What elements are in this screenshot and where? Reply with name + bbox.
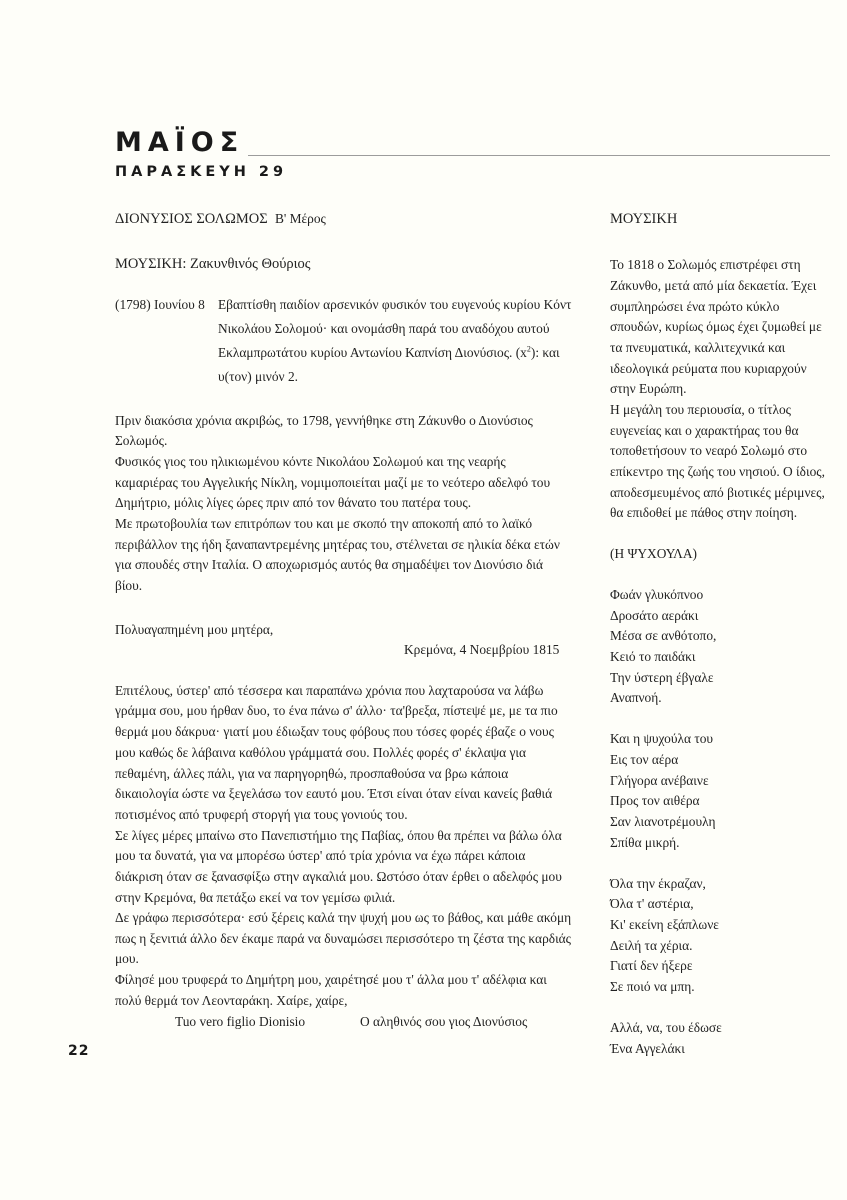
right-paragraph-line: στην Ευρώπη. (610, 381, 687, 396)
right-paragraph-line: ευγενείας και ο χαρακτήρας του θα (610, 423, 799, 438)
article-title-part: Β' Μέρος (274, 211, 326, 226)
poem-line: Σπίθα μικρή. (610, 835, 680, 850)
signature-greek: Ο αληθινός σου γιος Διονύσιος (360, 1014, 528, 1029)
right-paragraph-line: τοποθετήσουν το νεαρό Σολωμό στο (610, 443, 808, 458)
letter-line: δικαιολογία ώστε να ξεγελάσω τον εαυτό μου. Έτσι είναι όταν είναι κανείς βαθιά (115, 786, 553, 801)
record-date: (1798) Ιουνίου 8 (115, 297, 205, 312)
poem-line: Την ύστερη έβγαλε (610, 670, 714, 685)
article-subtitle: ΜΟΥΣΙΚΗ: Ζακυνθινός Θούριος (115, 256, 311, 272)
letter-line: πως η ξενιτιά άλλο δεν έκαμε παρά να δυναμώσει περισσότερο τη ζέστα της καρδιάς (115, 931, 571, 946)
day-heading: ΠΑΡΑΣΚΕΥΗ 29 (115, 164, 288, 180)
right-paragraph-line: αποδεσμευμένος από βιοτικές μέριμνες, (610, 485, 825, 500)
poem-line: Προς τον αιθέρα (610, 793, 700, 808)
right-paragraph-line: Η μεγάλη του περιουσία, ο τίτλος (610, 402, 791, 417)
record-line (218, 345, 560, 361)
article-title (115, 211, 326, 227)
letter-line: στην Κρεμόνα, θα πετάξω εκεί να τον γεμίσω φιλιά. (115, 890, 396, 905)
letter-line: μου καθώς δε λάβαινα καθόλου γράμματά σου. Πολλές φορές σ' έκλαψα για (115, 745, 527, 760)
letter-line: μου. (115, 951, 139, 966)
poem-line: Σε ποιό να μπη. (610, 979, 695, 994)
paragraph-line: καμαριέρας του Αγγελικής Νίκλη, νομιμοποιείται μαζί με το νεότερο αδελφό του (115, 475, 551, 490)
paragraph-line: Δημήτριο, μόλις λίγες ώρες πριν από τον θάνατο του πατέρα τους. (115, 495, 472, 510)
header-rule (248, 155, 830, 156)
month-heading: ΜΑΪΟΣ (115, 127, 245, 158)
right-heading: ΜΟΥΣΙΚΗ (610, 211, 678, 227)
poem-line: Κι' εκείνη εξάπλωνε (610, 917, 719, 932)
article-title-main: ΔΙΟΝΥΣΙΟΣ ΣΟΛΩΜΟΣ (115, 211, 268, 227)
record-line-text: Εκλαμπρωτάτου κυρίου Αντωνίου Καπνίση Διονύσιος. (x (218, 345, 527, 360)
record-line: υ(τον) μινόν 2. (218, 369, 299, 384)
letter-line: Σε λίγες μέρες μπαίνω στο Πανεπιστήμιο της Παβίας, όπου θα πρέπει να βάλω όλα (115, 828, 562, 843)
right-paragraph-line: συμπληρώσει ένα πρώτο κύκλο (610, 299, 780, 314)
right-paragraph-line: σπουδών, κυρίως όμως έχει ζυμωθεί με (610, 319, 822, 334)
letter-line: διάκριση όταν σε ξανασφίξω στην αγκαλιά μου. Ωστόσο όταν έρθει ο αδελφός μου (115, 869, 562, 884)
poem-line: Εις τον αέρα (610, 752, 679, 767)
letter-line: Φίλησέ μου τρυφερά το Δημήτρη μου, χαιρέτησέ μου τ' άλλα μου τ' αδέλφια και (115, 972, 547, 987)
poem-line: Ένα Αγγελάκι (610, 1041, 685, 1056)
letter-line: ποτισμένος από τρυφερή στοργή για τους γονιούς του. (115, 807, 408, 822)
poem-line: Κειό το παιδάκι (610, 649, 696, 664)
record-line: Εβαπτίσθη παιδίον αρσενικόν φυσικόν του ευγενούς κυρίου Κόντ (218, 297, 572, 312)
letter-line: μου τα δυνατά, για να μπορέσω ύστερ' από τρία χρόνια να έχω πάρει κάποια (115, 848, 526, 863)
letter-line: πεθαμένη, άλλες πάλι, για να παρηγορηθώ, προσπαθούσα να βρω κάποια (115, 766, 509, 781)
poem-line: Δροσάτο αεράκι (610, 608, 699, 623)
poem-line: Αναπνοή. (610, 690, 662, 705)
letter-line: πολύ θερμά τον Λεονταράκη. Χαίρε, χαίρε, (115, 993, 348, 1008)
poem-line: Σαν λιανοτρέμουλη (610, 814, 716, 829)
right-paragraph-line: Το 1818 ο Σολωμός επιστρέφει στη (610, 257, 801, 272)
right-paragraph-line: επίκεντρο της ζωής του νησιού. Ο ίδιος, (610, 464, 825, 479)
paragraph-line: για σπουδές στην Ιταλία. Ο αποχωρισμός αυτός θα σημαδέψει τον Διονύσιο διά (115, 557, 543, 572)
letter-dateline: Κρεμόνα, 4 Νοεμβρίου 1815 (404, 642, 560, 657)
poem-line: Δειλή τα χέρια. (610, 938, 693, 953)
letter-line: Επιτέλους, ύστερ' από τέσσερα και παραπάνω χρόνια που λαχταρούσα να λάβω (115, 683, 544, 698)
right-paragraph-line: θα επιδοθεί με πάθος στην ποίηση. (610, 505, 798, 520)
paragraph-line: Πριν διακόσια χρόνια ακριβώς, το 1798, γεννήθηκε στη Ζάκυνθο ο Διονύσιος (115, 413, 533, 428)
poem-line: Αλλά, να, του έδωσε (610, 1020, 722, 1035)
poem-line: Μέσα σε ανθότοπο, (610, 628, 717, 643)
letter-line: Δε γράφω περισσότερα· εσύ ξέρεις καλά την ψυχή μου ως το βάθος, και μάθε ακόμη (115, 910, 572, 925)
letter-salutation: Πολυαγαπημένη μου μητέρα, (115, 622, 274, 637)
paragraph-line: Σολωμός. (115, 433, 168, 448)
page-number: 22 (68, 1043, 90, 1059)
poem-line: Φωάν γλυκόπνοο (610, 587, 704, 602)
paragraph-line: Με πρωτοβουλία των επιτρόπων του και με σκοπό την αποκοπή από το λαϊκό (115, 516, 533, 531)
poem-line: Όλα την έκραζαν, (610, 876, 706, 891)
signature-italian: Tuo vero figlio Dionisio (175, 1014, 306, 1029)
poem-line: Γιατί δεν ήξερε (610, 958, 693, 973)
poem-title: (Η ΨΥΧΟΥΛΑ) (610, 546, 698, 561)
right-paragraph-line: ιδεολογικά ρεύματα που κυριαρχούν (610, 361, 807, 376)
record-line: Νικολάου Σολομού· και ονομάσθη παρά του αναδόχου αυτού (218, 321, 550, 336)
right-paragraph-line: Ζάκυνθο, μετά από μία δεκαετία. Έχει (610, 278, 817, 293)
paragraph-line: περιβάλλον της ήδη ξαναπαντρεμένης μητέρας του, στέλνεται σε ηλικία δέκα ετών (115, 537, 560, 552)
paragraph-line: Φυσικός γιος του ηλικιωμένου κόντε Νικολάου Σολωμού και της νεαρής (115, 454, 506, 469)
paragraph-line: βίου. (115, 578, 143, 593)
record-line-tail: ): και (530, 345, 560, 360)
poem-line: Και η ψυχούλα του (610, 731, 714, 746)
poem-line: Γλήγορα ανέβαινε (610, 773, 709, 788)
poem-line: Όλα τ' αστέρια, (610, 896, 694, 911)
letter-line: γράμμα σου, μου ήρθαν δυο, το ένα πάνω σ' άλλο· τα'βρεξα, πίστεψέ με, με τα πιο (115, 703, 558, 718)
record-superscript: 2 (526, 344, 531, 354)
letter-line: θερμά μου δάκρυα· γιατί μου έδιωξαν τους φόβους που τόσες φορές έβαζε ο νους (115, 724, 554, 739)
right-paragraph-line: τα πνευματικά, καλλιτεχνικά και (610, 340, 786, 355)
